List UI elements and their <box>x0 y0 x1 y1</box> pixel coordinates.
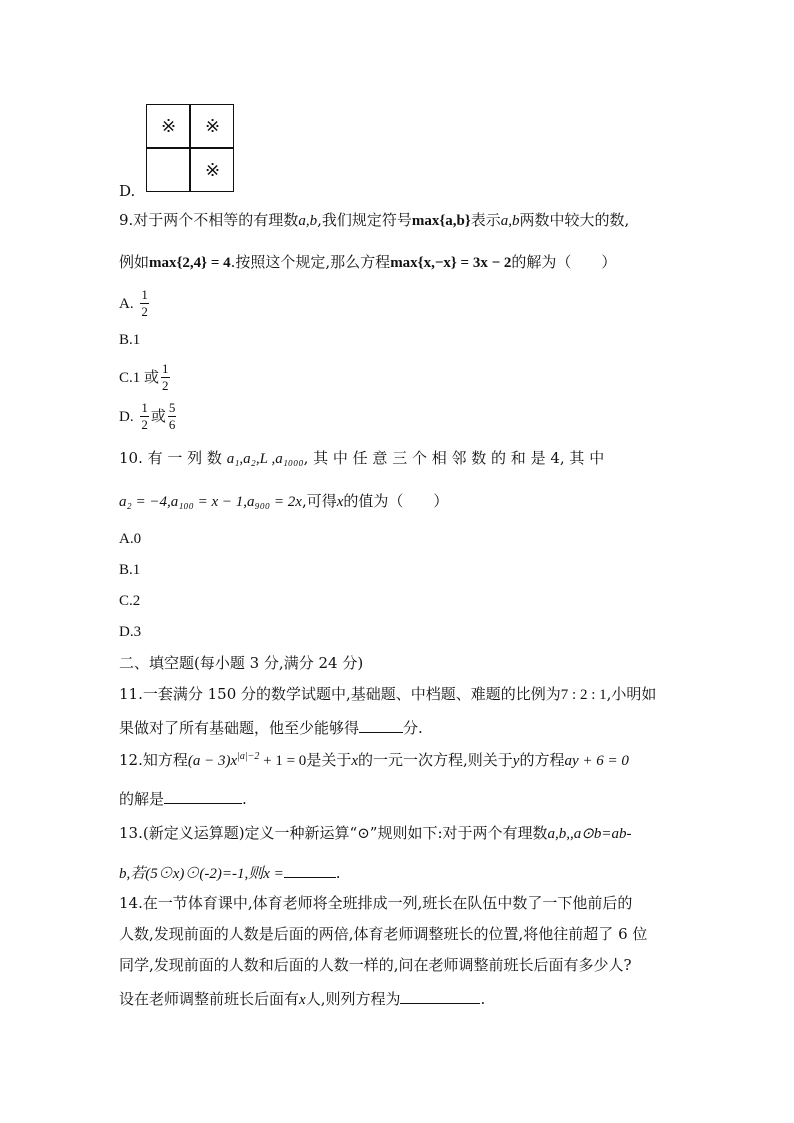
answer-blank[interactable] <box>284 863 336 878</box>
option-d-grid-figure <box>146 104 234 192</box>
q10-text: , 其 中 任 意 三 个 相 邻 数 的 和 是 4, 其 中 <box>303 449 605 467</box>
q12-var-y: y <box>512 753 520 769</box>
denominator: 2 <box>162 378 169 394</box>
answer-blank[interactable] <box>359 718 403 733</box>
q10-var-x: x <box>336 494 344 510</box>
q14-text: 人,则列方程为 <box>305 990 401 1008</box>
q9-text: 两数中较大的数, <box>519 211 630 229</box>
q10-conditions: a₂ = −4,a₁₀₀ = x − 1,a₉₀₀ = 2x <box>119 494 302 510</box>
q13-vars: a,b, <box>547 826 571 842</box>
q14-var-x: x <box>299 992 306 1008</box>
q12-text: 12.知方程 <box>119 751 188 769</box>
q9-example: max{2,4} = 4 <box>149 255 231 271</box>
q14-line4 <box>119 989 485 1008</box>
q9-vars: a,b <box>298 213 318 229</box>
q10-option-d: D.3 <box>119 624 142 640</box>
q11-text: ,小明如 <box>606 685 657 703</box>
q11-ratio: 7 : 2 : 1 <box>560 687 607 703</box>
denominator: 2 <box>141 417 148 433</box>
q10-option-b: B.1 <box>119 562 141 578</box>
fraction-five-sixths <box>168 401 177 433</box>
q13-line1 <box>119 826 631 842</box>
q10-option-a: A.0 <box>119 531 142 547</box>
q9-max-symbol: max{a,b} <box>411 213 471 229</box>
fraction-one-half <box>161 362 170 394</box>
q14-text: . <box>480 990 486 1008</box>
q13-line2 <box>119 863 341 882</box>
q9-option-d <box>119 401 178 433</box>
q13-text: b,若(5⊙x)⊙(-2)=-1,则 <box>119 866 264 882</box>
numerator: 1 <box>140 288 149 304</box>
numerator: 1 <box>161 362 170 378</box>
or-text: 或 <box>150 406 166 425</box>
q9-option-b: B.1 <box>119 332 141 348</box>
q14-line1: 14.在一节体育课中,体育老师将全班排成一列,班长在队伍中数了一下他前后的 <box>119 894 633 912</box>
q14-line3: 同学,发现前面的人数和后面的人数一样的,问在老师调整前班长后面有多少人? <box>119 956 632 974</box>
q12-text: . <box>242 790 247 808</box>
q12-line1 <box>119 752 629 769</box>
q10-line1 <box>119 451 604 467</box>
option-label: A. <box>119 295 134 312</box>
fraction-one-half <box>140 401 149 433</box>
denominator: 6 <box>168 417 176 433</box>
q12-equation: + 1 = 0 <box>259 753 307 769</box>
fraction-one-half <box>140 288 149 320</box>
q13-x-equals: x = <box>263 866 284 882</box>
numerator: 1 <box>140 401 149 417</box>
answer-blank[interactable] <box>164 789 242 804</box>
option-d-label: D. <box>119 182 136 200</box>
q11-line2 <box>119 718 423 736</box>
numerator: 5 <box>168 401 177 417</box>
q12-text: 的一元一次方程,则关于 <box>358 751 513 769</box>
q12-exponent: |a|−2 <box>237 751 260 762</box>
q12-equation-2: ay + 6 = 0 <box>564 753 629 769</box>
grid-cell-bottom-right: ※ <box>204 160 221 181</box>
q10-sequence: a₁,a₂,L ,a₁₀₀₀ <box>226 451 304 467</box>
q12-line2 <box>119 789 247 807</box>
answer-blank[interactable] <box>400 989 480 1004</box>
q12-equation: (a − 3)x <box>187 753 238 769</box>
q10-line2 <box>119 494 448 510</box>
q9-vars: a,b <box>500 213 520 229</box>
q10-option-c: C.2 <box>119 593 141 609</box>
q14-line2: 人数,发现前面的人数是后面的两倍,体育老师调整班长的位置,将他往前超了 6 位 <box>119 925 648 943</box>
q14-text: 设在老师调整前班长后面有 <box>119 990 300 1008</box>
q11-line1 <box>119 687 656 703</box>
q9-option-a <box>119 288 151 320</box>
q9-text: 9.对于两个不相等的有理数 <box>119 211 299 229</box>
q9-text: 的解为（ ） <box>511 253 617 271</box>
denominator: 2 <box>141 304 148 320</box>
q9-text: 表示 <box>470 211 501 229</box>
grid-cell-top-left: ※ <box>160 116 177 137</box>
q9-text: 例如 <box>119 253 150 271</box>
q11-text: 果做对了所有基础题，他至少能够得 <box>119 719 360 737</box>
q13-text: . <box>335 864 341 882</box>
q10-text: 10. 有 一 列 数 <box>119 449 222 467</box>
q9-line2 <box>119 255 616 271</box>
q13-text: 13.(新定义运算题)定义一种新运算“⊙”规则如下:对于两个有理数 <box>119 824 548 842</box>
q13-definition: ,a⊙b=ab- <box>570 826 632 842</box>
q9-equation: max{x,−x} = 3x − 2 <box>390 255 512 271</box>
grid-cell-bottom-left <box>147 149 190 192</box>
option-label: D. <box>119 408 134 425</box>
q9-text: ,我们规定符号 <box>317 211 412 229</box>
grid-cell-top-right: ※ <box>204 116 221 137</box>
q10-text: ,可得 <box>301 492 337 510</box>
q9-line1 <box>119 213 629 229</box>
q11-text: 分. <box>403 719 423 737</box>
section-2-heading: 二、填空题(每小题 3 分,满分 24 分) <box>119 654 364 672</box>
q12-text: 的解是 <box>119 790 165 808</box>
q12-text: 是关于 <box>306 751 352 769</box>
q11-text: 11.一套满分 150 分的数学试题中,基础题、中档题、难题的比例为 <box>119 685 561 703</box>
option-label: C.1 或 <box>119 369 160 386</box>
q9-text: .按照这个规定,那么方程 <box>230 253 391 271</box>
q9-option-c <box>119 362 172 394</box>
q12-var-x: x <box>351 753 358 769</box>
q10-text: 的值为（ ） <box>343 492 449 510</box>
q12-text: 的方程 <box>519 751 565 769</box>
